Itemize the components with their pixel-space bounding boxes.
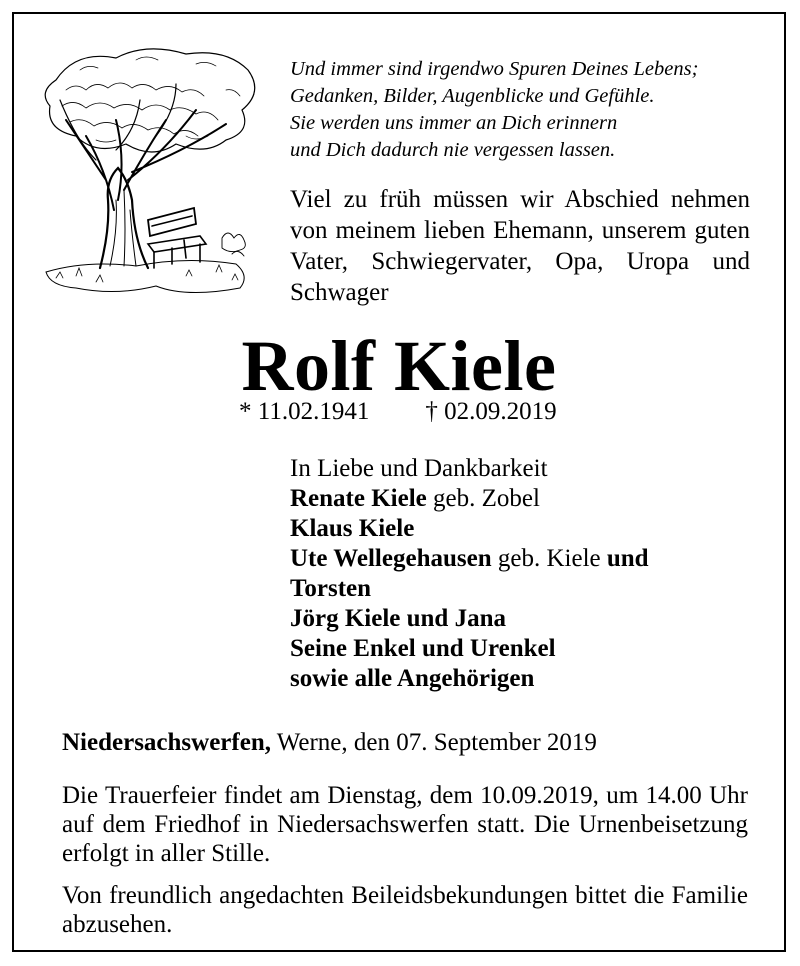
obituary-notice [12,12,786,952]
poem-line: Und immer sind irgendwo Spuren Deines Lebens; [290,58,699,80]
member-name: sowie alle Angehörigen [290,665,535,692]
tree-with-bench-icon [36,40,264,298]
member-name: Jörg Kiele und Jana [290,605,506,632]
family-member [290,604,730,634]
member-nee: geb. Kiele [491,545,607,572]
family-member [290,664,730,694]
poem [290,56,760,164]
member-nee: geb. Zobel [426,485,540,512]
condolence-note: Von freundlich angedachten Beileidsbekundungen bittet die Familie abzusehen. [62,882,748,938]
member-name: Ute Wellegehausen [290,545,492,572]
family-member [290,544,730,574]
family-member [290,514,730,544]
poem-line: Sie werden uns immer an Dich erinnern [290,112,618,134]
family-member [290,484,730,514]
birth-date: * 11.02.1941 [239,398,370,425]
ceremony-info: Die Trauerfeier findet am Dienstag, dem 10.09.2019, um 14.00 Uhr auf dem Friedhof in Niedersachswerfen statt. Die Urnenbeisetzung erfolgt in aller Stille. [62,782,748,867]
poem-line: und Dich dadurch nie vergessen lassen. [290,139,616,161]
member-name: Seine Enkel und Urenkel [290,635,556,662]
intro-text: Viel zu früh müssen wir Abschied nehmen von meinem lieben Ehemann, unserem guten Vater, Schwiegervater, Opa, Uropa und Schwager [290,186,750,306]
member-name: Klaus Kiele [290,515,415,542]
poem-line: Gedanken, Bilder, Augenblicke und Gefühle. [290,85,655,107]
member-name: Torsten [290,575,372,602]
life-dates [239,397,557,427]
member-name: Renate Kiele [290,485,427,512]
family-member [290,574,730,604]
deceased-name: Rolf Kiele [241,326,557,406]
family-signatures [290,454,730,694]
place-date [62,728,597,758]
member-conjunction: und [606,545,649,572]
death-date: † 02.09.2019 [425,398,557,425]
family-member [290,634,730,664]
place-rest: Werne, den 07. September 2019 [270,729,597,756]
family-intro: In Liebe und Dankbarkeit [290,455,548,482]
place-town: Niedersachswerfen, [62,729,271,756]
